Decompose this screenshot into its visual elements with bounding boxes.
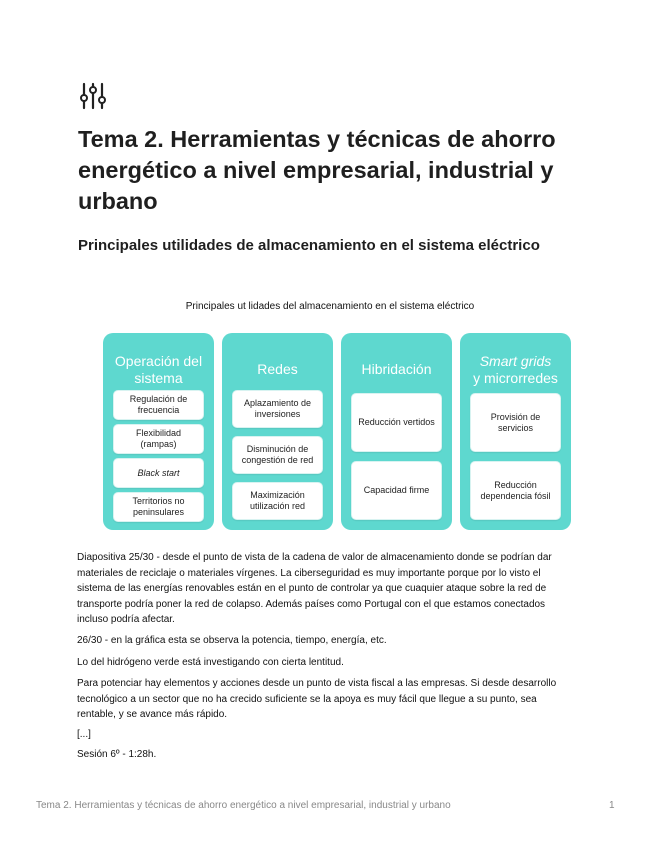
column-heading bbox=[460, 353, 571, 387]
item-label: Regulación de frecuencia bbox=[129, 394, 188, 415]
column-smart-grids bbox=[460, 333, 571, 530]
section-subtitle: Principales utilidades de almacenamiento en el sistema eléctrico bbox=[78, 237, 540, 254]
paragraph: Lo del hidrógeno verde está investigando con cierta lentitud. bbox=[77, 657, 344, 668]
item-box bbox=[232, 390, 323, 428]
item-box bbox=[470, 461, 561, 520]
column-heading-line: Operación del bbox=[114, 353, 203, 369]
item-label: Maximización utilización red bbox=[249, 490, 306, 511]
paragraph: Sesión 6º - 1:28h. bbox=[77, 749, 157, 760]
footer-text: Tema 2. Herramientas y técnicas de ahorro energético a nivel empresarial, industrial y urbano bbox=[36, 800, 451, 811]
column-heading-line: Redes bbox=[257, 361, 298, 377]
column-operacion-del-sistema bbox=[103, 333, 214, 530]
item-label: Reducción dependencia fósil bbox=[480, 479, 551, 501]
paragraph: Diapositiva 25/30 - desde el punto de vista de la cadena de valor de almacenamiento donde se podrían dar materiales de reciclaje o materiales vírgenes. La ciberseguridad es muy importante porque por lo visto el sistema de las energías renovables están en el punto de controlar ya que cuaquier ataque sobre la red de transporte podría poner la red de colapso. Además países como Portugal con el que estamos conectados incluso podría afectar. bbox=[77, 552, 552, 625]
item-label: Black start bbox=[137, 467, 180, 478]
column-heading bbox=[103, 353, 214, 387]
column-hibridacion bbox=[341, 333, 452, 530]
paragraph: [...] bbox=[77, 729, 91, 740]
item-label: Flexibilidad (rampas) bbox=[135, 428, 182, 449]
item-box bbox=[113, 492, 204, 522]
column-redes bbox=[222, 333, 333, 530]
page-title: Tema 2. Herramientas y técnicas de ahorro energético a nivel empresarial, industrial y urbano bbox=[78, 126, 556, 214]
column-heading bbox=[222, 361, 333, 378]
item-box bbox=[351, 393, 442, 452]
item-box bbox=[113, 390, 204, 420]
item-box bbox=[470, 393, 561, 452]
sliders-icon bbox=[79, 82, 109, 110]
figure-caption: Principales ut lidades del almacenamiento en el sistema eléctrico bbox=[185, 301, 475, 312]
item-box bbox=[113, 424, 204, 454]
column-heading-line: Smart grids bbox=[479, 353, 552, 369]
item-label: Disminución de congestión de red bbox=[241, 444, 314, 465]
column-heading-line: sistema bbox=[134, 370, 183, 386]
item-label: Provisión de servicios bbox=[490, 411, 541, 433]
column-heading-line: Hibridación bbox=[361, 361, 432, 377]
item-box bbox=[232, 436, 323, 474]
item-label: Territorios no peninsulares bbox=[132, 496, 185, 517]
column-heading bbox=[341, 361, 452, 378]
item-box bbox=[351, 461, 442, 520]
item-label: Reducción vertidos bbox=[358, 417, 435, 427]
item-box bbox=[113, 458, 204, 488]
paragraph: 26/30 - en la gráfica esta se observa la potencia, tiempo, energía, etc. bbox=[77, 635, 387, 646]
item-label: Capacidad firme bbox=[363, 485, 430, 495]
page-number: 1 bbox=[609, 800, 615, 811]
column-heading-line: y microrredes bbox=[473, 370, 558, 386]
paragraph: Para potenciar hay elementos y acciones desde un punto de vista fiscal a las empresas. Si desde desarrollo tecnológico a un sector que no ha crecido suficiente se la apoya es muy fácil que llegue a su punto, sea rentable, y se avance más rápido. bbox=[77, 678, 557, 720]
item-box bbox=[232, 482, 323, 520]
item-label: Aplazamiento de inversiones bbox=[243, 398, 312, 419]
